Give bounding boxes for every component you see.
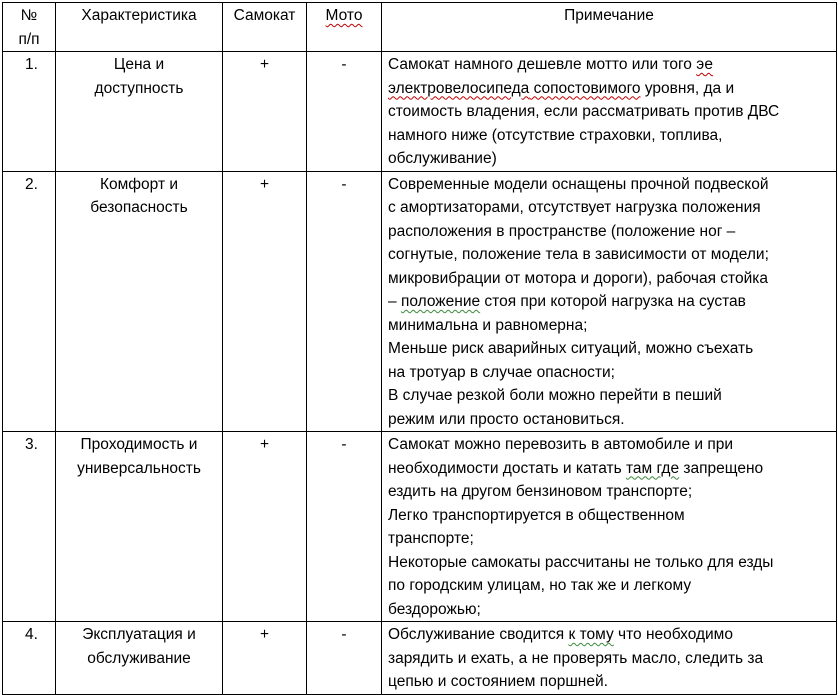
header-number: № п/п <box>3 3 56 52</box>
row-moto-mark: - <box>307 622 382 695</box>
row-characteristic: Проходимость и универсальность <box>56 432 223 622</box>
comparison-table <box>2 2 837 695</box>
row-note: Обслуживание сводится к тому что необходимо зарядить и ехать, а не проверять масло, следить за цепью и состоянием поршней. <box>382 622 837 695</box>
header-note: Примечание <box>382 3 837 52</box>
row-scooter-mark: + <box>223 171 307 432</box>
row-scooter-mark: + <box>223 432 307 622</box>
row-moto-mark: - <box>307 432 382 622</box>
row-number: 1. <box>3 52 56 172</box>
header-scooter: Самокат <box>223 3 307 52</box>
row-number: 3. <box>3 432 56 622</box>
header-row <box>3 3 837 52</box>
row-moto-mark: - <box>307 171 382 432</box>
row-number: 4. <box>3 622 56 695</box>
row-moto-mark: - <box>307 52 382 172</box>
row-characteristic: Комфорт и безопасность <box>56 171 223 432</box>
header-moto: Мото <box>307 3 382 52</box>
table-row <box>3 432 837 622</box>
row-number: 2. <box>3 171 56 432</box>
table-row <box>3 171 837 432</box>
row-scooter-mark: + <box>223 52 307 172</box>
row-note: Самокат можно перевозить в автомобиле и при необходимости достать и катать там где запрещено ездить на другом бензиновом транспорте; Легко транспортируется в общественном транспорте; Некоторые самокаты рассчитаны не только для езды по городским улицам, но так же и легкому бездорожью; <box>382 432 837 622</box>
row-note: Самокат намного дешевле мотто или того эе электровелосипеда сопостовимого уровня, да и стоимость владения, если рассматривать против ДВС намного ниже (отсутствие страховки, топлива, обслуживание) <box>382 52 837 172</box>
row-characteristic: Эксплуатация и обслуживание <box>56 622 223 695</box>
table-row <box>3 622 837 695</box>
table-row <box>3 52 837 172</box>
header-characteristic: Характеристика <box>56 3 223 52</box>
row-note: Современные модели оснащены прочной подвеской с амортизаторами, отсутствует нагрузка положения расположения в пространстве (положение ног – согнутые, положение тела в зависимости от модели; микровибрации от мотора и дороги), рабочая стойка – положение стоя при которой нагрузка на сустав минимальна и равномерна; Меньше риск аварийных ситуаций, можно съехать на тротуар в случае опасности; В случае резкой боли можно перейти в пеший режим или просто остановиться. <box>382 171 837 432</box>
row-scooter-mark: + <box>223 622 307 695</box>
row-characteristic: Цена и доступность <box>56 52 223 172</box>
